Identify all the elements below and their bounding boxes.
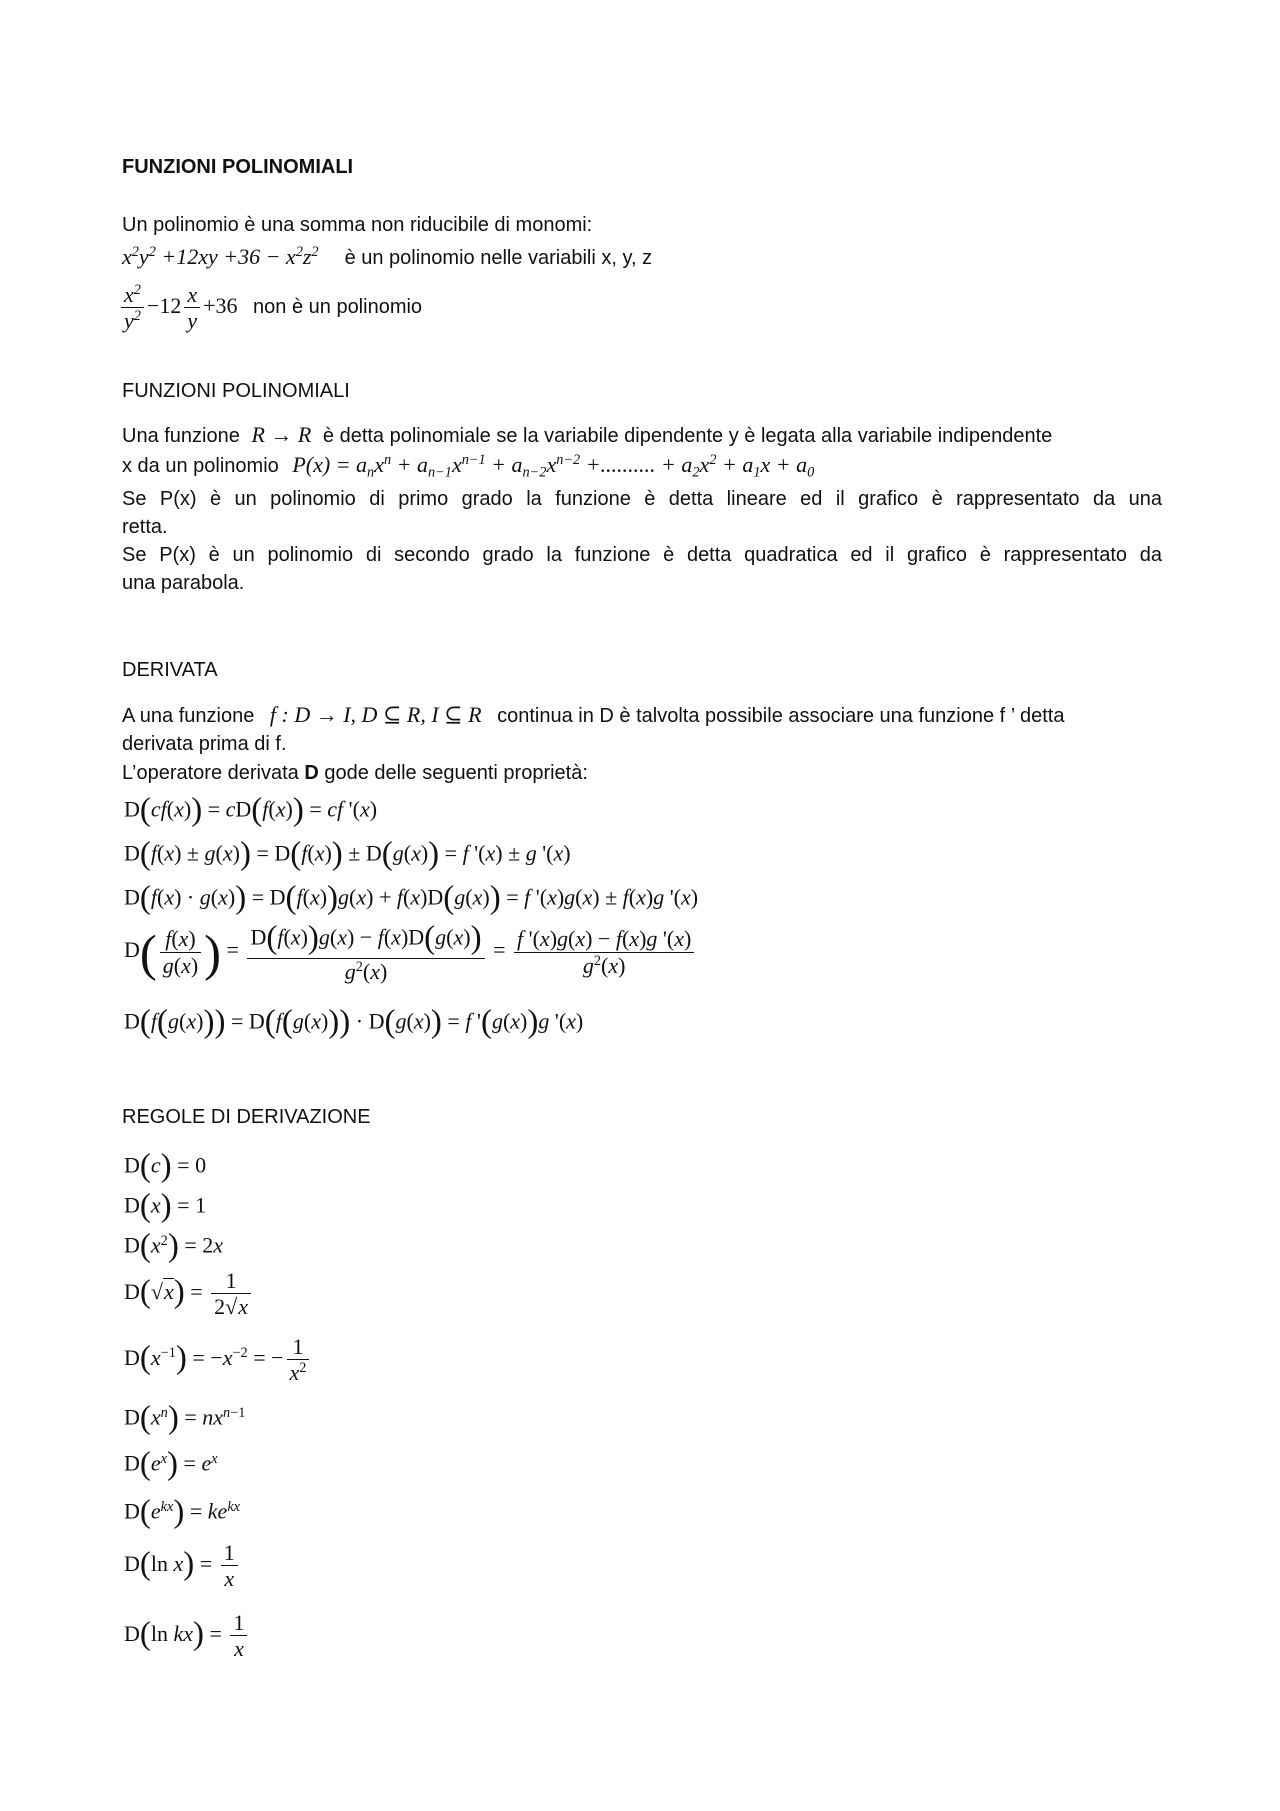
- non-polynomial-example: [118, 282, 422, 334]
- polynomial-example-note: è un polinomio nelle variabili x, y, z: [344, 247, 653, 269]
- rule-derivative-exponential-kx: $D(e^{kx}) = ke^{kx}$: [124, 1494, 241, 1530]
- formula-derivative-chain-rule: D(f(g(x))) = D(f(g(x))) · D(g(x)) = f '(g(x))g '(x): [124, 1004, 584, 1040]
- rule-derivative-exponential: $D(e^x) = e^x$: [124, 1446, 218, 1482]
- section-heading-polynomial-functions: FUNZIONI POLINOMIALI: [122, 380, 350, 402]
- derivative-definition-line1: A una funzione f : D → I, D ⊆ R, I ⊆ R continua in D è talvolta possibile associare una funzione f ’ detta: [122, 702, 1065, 727]
- quadratic-case-line2: una parabola.: [122, 572, 245, 594]
- rule-derivative-power: $D(x^n) = nx^{n-1}$: [124, 1400, 246, 1436]
- rule-derivative-constant: D(c) = 0: [124, 1148, 207, 1184]
- quadratic-case-line1: Se P(x) è un polinomio di secondo grado la funzione è detta quadratica ed il grafico è rappresentato da: [122, 544, 1162, 566]
- rule-derivative-ln: D(ln x) = $\frac{1}{x}$: [124, 1540, 241, 1592]
- rule-derivative-ln-kx: D(ln kx) = $\frac{1}{x}$: [124, 1610, 250, 1662]
- rule-derivative-x-squared: $D(x^2) = 2x$: [124, 1228, 223, 1264]
- derivative-operator-intro: L’operatore derivata D gode delle seguenti proprietà:: [122, 762, 588, 784]
- rule-derivative-reciprocal: $D(x^{-1}) = -x^{-2}$ = − $\frac{1}{x^2}$: [124, 1334, 312, 1386]
- formula-derivative-quotient: D( $\frac{f(x)}{g(x)}$ ) = $\frac{D(f(x))g(x) - f(x)D(g(x))}{g^2(x)}$ = $\frac{f '(x)g(x) - f(x)g '(x)}{g^2(x)}$: [124, 920, 697, 984]
- formula-derivative-sum: D(f(x) ± g(x)) = D(f(x)) ± D(g(x)) = f '(x) ± g '(x): [124, 836, 571, 872]
- formula-derivative-product: D(f(x) · g(x)) = D(f(x))g(x) + f(x)D(g(x)) = f '(x)g(x) ± f(x)g '(x): [124, 880, 699, 916]
- formula-r-to-r: R → R: [251, 422, 312, 447]
- formula-non-polynomial: $\frac{x^2}{y^2}$ −12 $\frac{x}{y}$ +36: [118, 293, 243, 318]
- linear-case-line1: Se P(x) è un polinomio di primo grado la funzione è detta lineare ed il grafico è rappresentato da una: [122, 488, 1162, 510]
- polynomial-definition: Un polinomio è una somma non riducibile di monomi:: [122, 214, 593, 236]
- rule-derivative-x: D(x) = 1: [124, 1188, 207, 1224]
- polynomial-function-definition: Una funzione R → R è detta polinomiale se la variabile dipendente y è legata alla variabile indipendente: [122, 422, 1053, 447]
- section-heading-polynomials: FUNZIONI POLINOMIALI: [122, 156, 354, 178]
- linear-case-line2: retta.: [122, 516, 168, 538]
- formula-function-domain: f : D → I, D ⊆ R, I ⊆ R: [269, 702, 482, 727]
- formula-polynomial: $x^2y^2 +12xy +36 - x^2z^2$: [122, 244, 319, 269]
- rule-derivative-sqrt: D(√x) = $\frac{1}{2√x}$: [124, 1268, 254, 1320]
- formula-general-polynomial: $P(x) = a_nx^n + a_{n-1}x^{n-1} + a_{n-2}x^{n-2}$ +.......... + $a_2x^2 + a_1x + a_0$: [292, 452, 815, 481]
- polynomial-example: [122, 244, 652, 270]
- formula-derivative-constant-multiple: D(cf(x)) = cD(f(x)) = cf '(x): [124, 792, 378, 828]
- section-heading-derivation-rules: REGOLE DI DERIVAZIONE: [122, 1106, 371, 1128]
- non-polynomial-note: non è un polinomio: [253, 295, 423, 318]
- section-heading-derivative: DERIVATA: [122, 659, 218, 681]
- polynomial-expression-line: x da un polinomio $P(x) = a_nx^n + a_{n-1}x^{n-1} + a_{n-2}x^{n-2}$ +.......... + $a_2x^2 + a_1x + a_0$: [122, 452, 815, 481]
- derivative-definition-line2: derivata prima di f.: [122, 733, 287, 755]
